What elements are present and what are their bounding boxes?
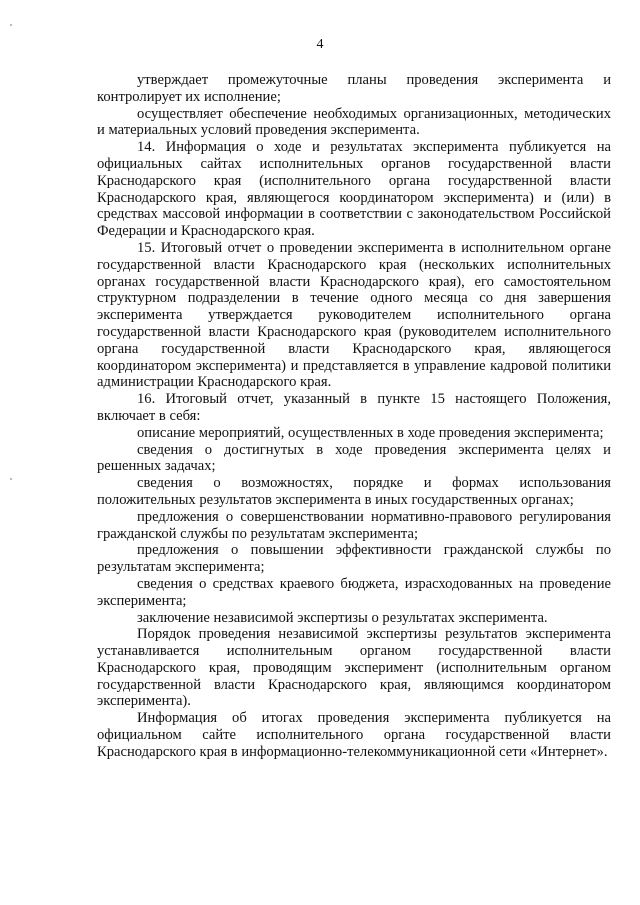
paragraph: заключение независимой экспертизы о результатах эксперимента.	[137, 609, 548, 626]
paragraph: Порядок проведения независимой экспертизы результатов эксперимента устанавливается исполнительным органом государственной власти Краснодарского края, проводящим эксперимент (исполнительным органом государственной власти Краснодарского края, являющимся координатором эксперимента).	[97, 626, 611, 710]
paragraph: сведения о возможностях, порядке и формах использования положительных результатов эксперимента в иных государственных органах;	[97, 475, 611, 508]
paragraph: описание мероприятий, осуществленных в ходе проведения эксперимента;	[137, 424, 604, 441]
paragraph: Информация об итогах проведения эксперимента публикуется на официальном сайте исполнительного органа государственной власти Краснодарского края в информационно-телекоммуникационной сети «Интернет».	[97, 710, 611, 760]
paragraph: утверждает промежуточные планы проведения эксперимента и контролирует их исполнение;	[97, 72, 611, 105]
paragraph: осуществляет обеспечение необходимых организационных, методических и материальных условий проведения эксперимента.	[97, 105, 611, 139]
paragraph: 16. Итоговый отчет, указанный в пункте 15 настоящего Положения, включает в себя:	[97, 391, 611, 424]
paragraph: 15. Итоговый отчет о проведении эксперимента в исполнительном органе государственной власти Краснодарского края (нескольких исполнительных органах государственной власти Краснодарского края), его самостоятельном структурном подразделении в течение одного месяца со дня завершения эксперимента утверждается руководителем исполнительного органа государственной власти Краснодарского края (руководителем исполнительного органа государственной власти Краснодарского края, являющегося координатором эксперимента) и представляется в управление кадровой политики администрации Краснодарского края.	[97, 239, 611, 391]
paragraph: сведения о средствах краевого бюджета, израсходованных на проведение эксперимента;	[97, 575, 611, 609]
document-body	[97, 72, 611, 761]
scan-mark	[10, 478, 12, 480]
page-number: 4	[316, 37, 324, 52]
paragraph: предложения о повышении эффективности гражданской службы по результатам эксперимента;	[97, 542, 611, 576]
scan-mark	[10, 24, 12, 26]
paragraph: предложения о совершенствовании нормативно-правового регулирования гражданской службы по результатам эксперимента;	[97, 508, 611, 542]
paragraph: 14. Информация о ходе и результатах эксперимента публикуется на официальных сайтах исполнительных органов государственной власти Краснодарского края (исполнительного органа государственной власти Краснодарского края, являющегося координатором эксперимента) и (или) в средствах массовой информации в соответствии с законодательством Российской Федерации и Краснодарского края.	[97, 139, 611, 240]
paragraph: сведения о достигнутых в ходе проведения эксперимента целях и решенных задачах;	[97, 441, 611, 475]
